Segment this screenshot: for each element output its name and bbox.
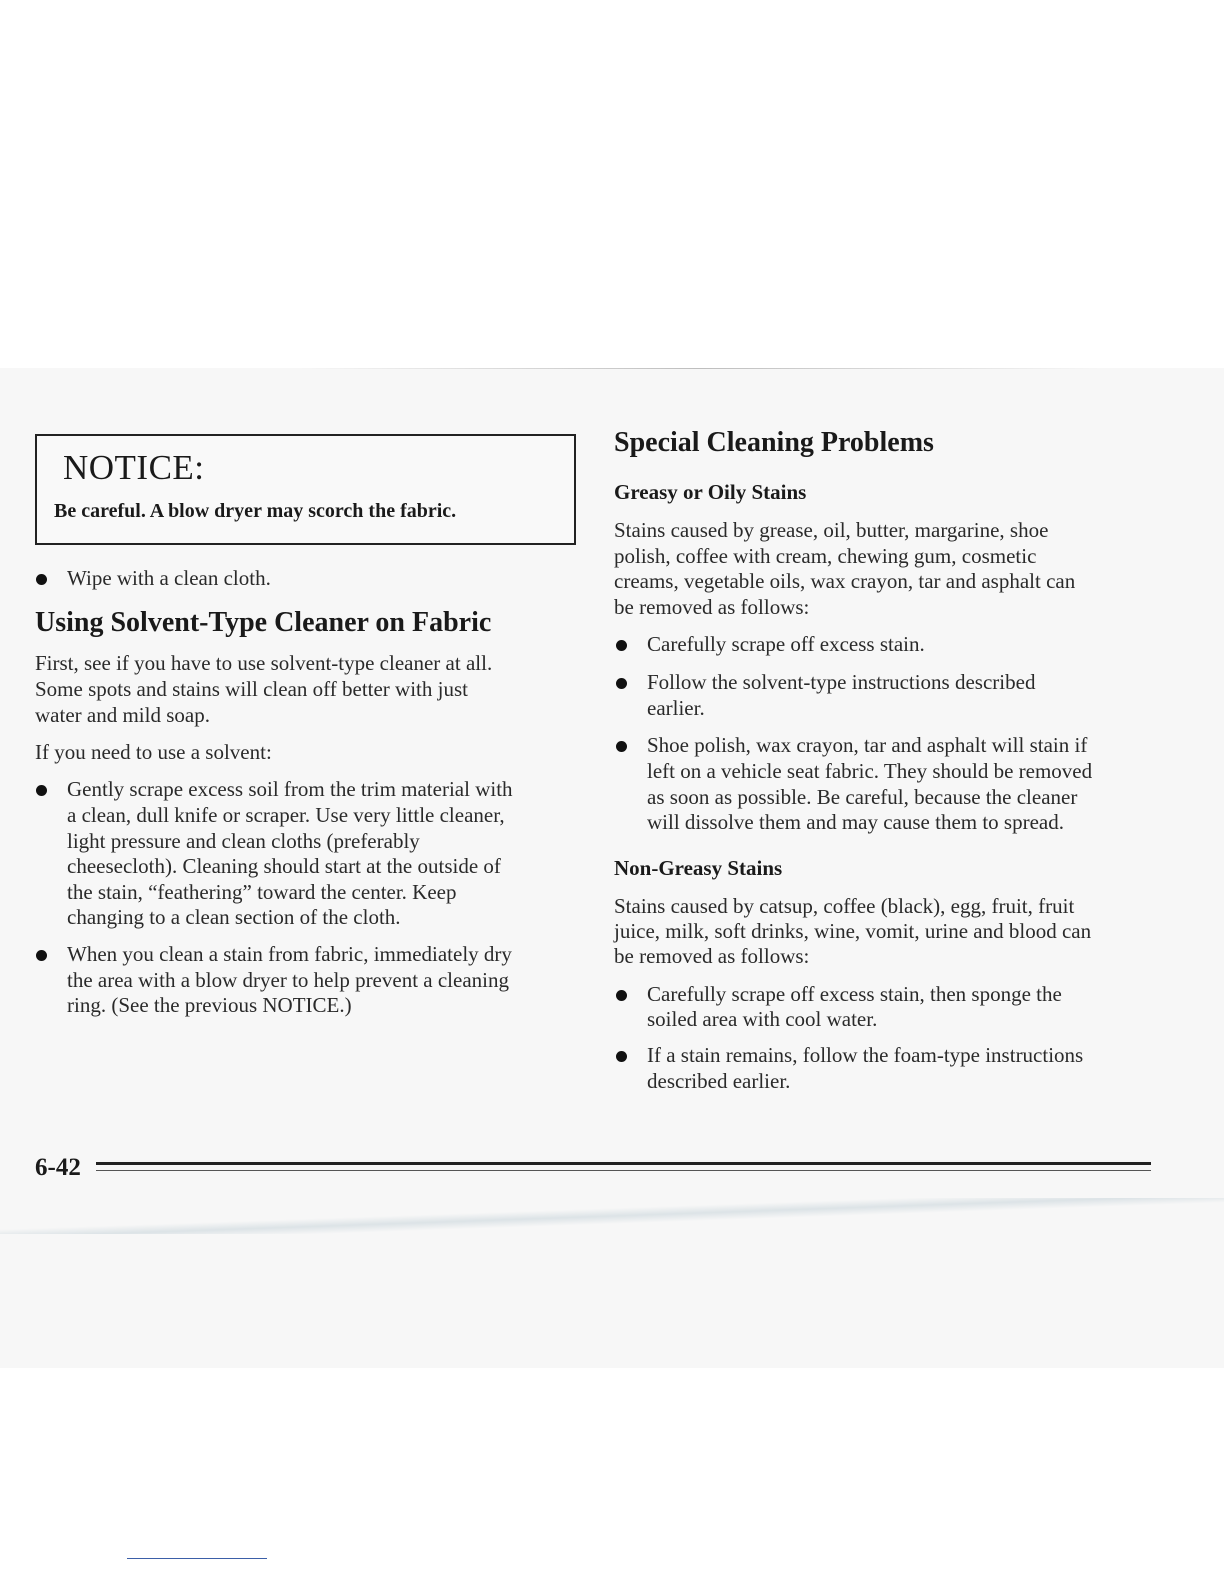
notice-title: NOTICE: — [63, 448, 205, 487]
paragraph-line: creams, vegetable oils, wax crayon, tar and asphalt can — [614, 569, 1076, 593]
bullet-line: earlier. — [647, 696, 705, 720]
bullet-line: changing to a clean section of the cloth. — [67, 905, 401, 929]
bullet-line: Carefully scrape off excess stain. — [647, 632, 925, 656]
page-number: 6-42 — [35, 1154, 81, 1181]
paragraph-line: juice, milk, soft drinks, wine, vomit, urine and blood can — [614, 919, 1092, 943]
section-heading-solvent: Using Solvent-Type Cleaner on Fabric — [35, 607, 492, 638]
bullet-line: light pressure and clean cloths (preferably — [67, 829, 420, 853]
paragraph-line: Some spots and stains will clean off better with just — [35, 677, 468, 701]
notice-box — [35, 434, 576, 545]
bullet-line: ring. (See the previous NOTICE.) — [67, 993, 352, 1017]
bullet-line: cheesecloth). Cleaning should start at the outside of — [67, 854, 501, 878]
bullet-line: When you clean a stain from fabric, immediately dry — [67, 942, 512, 966]
bullet-icon — [616, 741, 627, 752]
bullet-wipe: Wipe with a clean cloth. — [67, 566, 271, 590]
bullet-line: left on a vehicle seat fabric. They should be removed — [647, 759, 1093, 783]
bullet-icon — [36, 950, 47, 961]
subheading-nongreasy: Non-Greasy Stains — [614, 856, 783, 880]
bullet-line: will dissolve them and may cause them to spread. — [647, 810, 1064, 834]
paragraph-solvent-intro: If you need to use a solvent: — [35, 740, 272, 764]
paragraph-line: First, see if you have to use solvent-type cleaner at all. — [35, 651, 493, 675]
bullet-icon — [36, 785, 47, 796]
footer-rule — [96, 1162, 1151, 1165]
bullet-line: as soon as possible. Be careful, because the cleaner — [647, 785, 1078, 809]
bullet-icon — [616, 640, 627, 651]
scan-artifact-bottom — [0, 1198, 1224, 1234]
section-heading-special: Special Cleaning Problems — [614, 427, 934, 458]
subheading-greasy: Greasy or Oily Stains — [614, 480, 807, 504]
paragraph-line: polish, coffee with cream, chewing gum, cosmetic — [614, 544, 1037, 568]
bullet-line: Gently scrape excess soil from the trim material with — [67, 777, 513, 801]
bullet-icon — [616, 990, 627, 1001]
bullet-icon — [616, 678, 627, 689]
bullet-line: Shoe polish, wax crayon, tar and asphalt will stain if — [647, 733, 1088, 757]
bullet-line: soiled area with cool water. — [647, 1007, 878, 1031]
bullet-line: the area with a blow dryer to help prevent a cleaning — [67, 968, 509, 992]
paragraph-line: be removed as follows: — [614, 944, 810, 968]
paragraph-line: Stains caused by catsup, coffee (black), egg, fruit, fruit — [614, 894, 1075, 918]
bullet-icon — [36, 574, 47, 585]
paragraph-line: Stains caused by grease, oil, butter, margarine, shoe — [614, 518, 1049, 542]
footer-rule-thin — [96, 1170, 1151, 1171]
bullet-line: described earlier. — [647, 1069, 791, 1093]
paragraph-line: be removed as follows: — [614, 595, 810, 619]
scan-artifact-top — [300, 368, 1100, 369]
scan-artifact-line — [127, 1558, 267, 1559]
bullet-line: the stain, “feathering” toward the center. Keep — [67, 880, 457, 904]
bullet-line: Carefully scrape off excess stain, then sponge the — [647, 982, 1062, 1006]
bullet-icon — [616, 1051, 627, 1062]
bullet-line: Follow the solvent-type instructions described — [647, 670, 1036, 694]
paragraph-line: water and mild soap. — [35, 703, 210, 727]
notice-text: Be careful. A blow dryer may scorch the fabric. — [54, 500, 457, 522]
bullet-line: If a stain remains, follow the foam-type instructions — [647, 1043, 1084, 1067]
bullet-line: a clean, dull knife or scraper. Use very little cleaner, — [67, 803, 505, 827]
